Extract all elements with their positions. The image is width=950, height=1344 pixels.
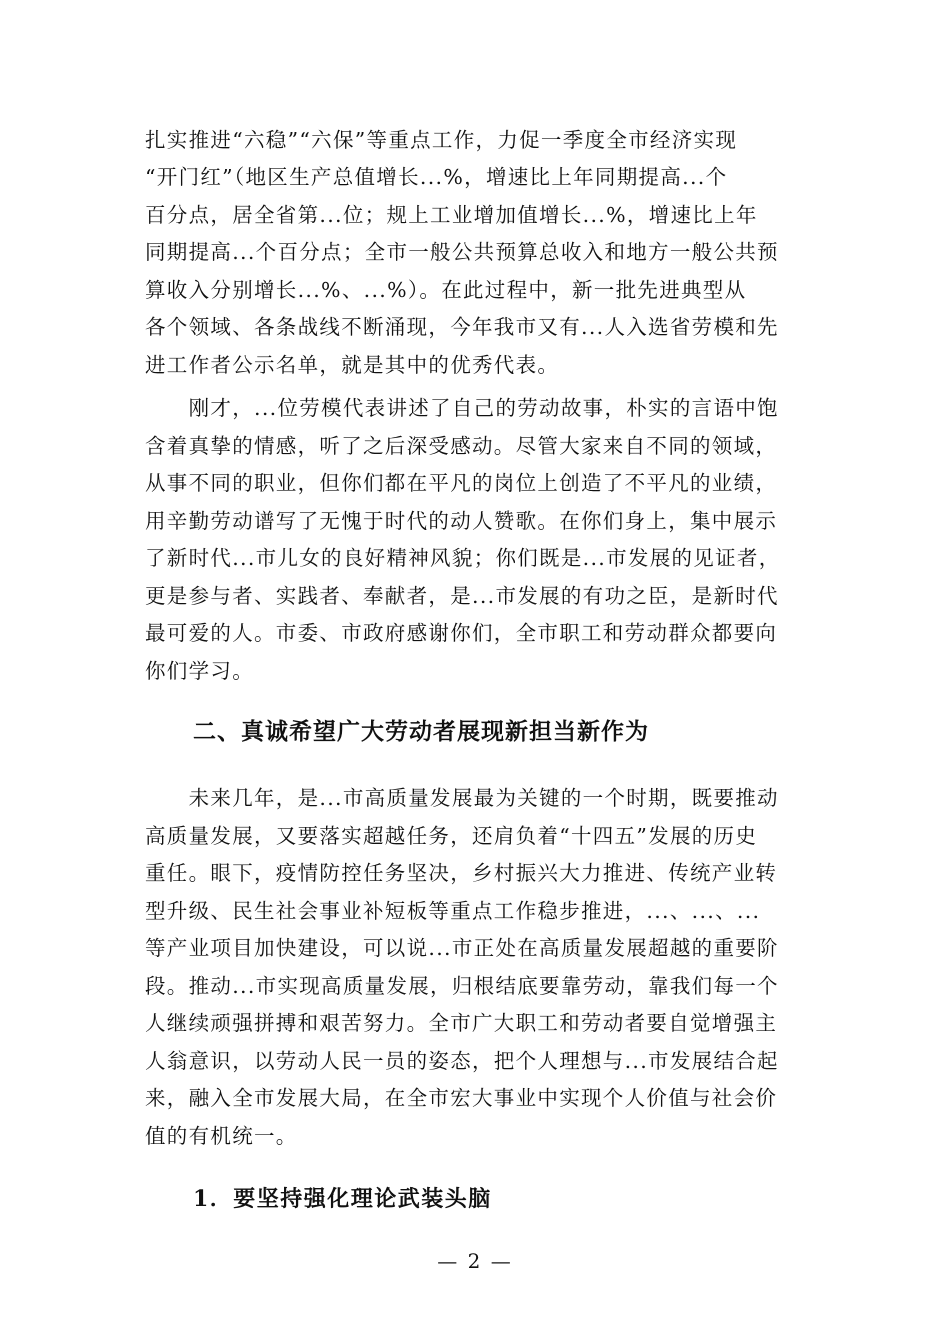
text-line: 更是参与者、实践者、奉献者，是...市发展的有功之臣，是新时代: [145, 584, 779, 608]
text-line: 最可爱的人。市委、市政府感谢你们，全市职工和劳动群众都要向: [145, 621, 778, 645]
text-line: 各个领域、各条战线不断涌现，今年我市又有...人入选省劳模和先: [145, 315, 779, 339]
text-line: “开门红”（地区生产总值增长...%，增速比上年同期提高...个: [145, 165, 728, 189]
text-line: 了新时代...市儿女的良好精神风貌；你们既是...市发展的见证者，: [145, 546, 781, 570]
text-line: 型升级、民生社会事业补短板等重点工作稳步推进，...、...、...: [145, 899, 761, 923]
text-line: 人翁意识，以劳动人民一员的姿态，把个人理想与...市发展结合起: [145, 1049, 779, 1073]
text-line: 算收入分别增长...%、...%）。在此过程中，新一批先进典型从: [145, 278, 747, 302]
text-line: 段。推动...市实现高质量发展，归根结底要靠劳动，靠我们每一个: [145, 974, 779, 998]
text-line: 高质量发展，又要落实超越任务，还肩负着“十四五”发展的历史: [145, 824, 758, 848]
text-line: 刚才，...位劳模代表讲述了自己的劳动故事，朴实的言语中饱: [145, 396, 779, 420]
text-line: 重任。眼下，疫情防控任务坚决，乡村振兴大力推进、传统产业转: [145, 861, 778, 885]
text-line: 从事不同的职业，但你们都在平凡的岗位上创造了不平凡的业绩，: [145, 471, 778, 495]
text-line: 含着真挚的情感，听了之后深受感动。尽管大家来自不同的领域，: [145, 434, 778, 458]
page-number: — 2 —: [437, 1249, 513, 1273]
text-line: 百分点，居全省第...位；规上工业增加值增长...%，增速比上年: [145, 203, 758, 227]
text-line: 扎实推进“六稳”“六保”等重点工作，力促一季度全市经济实现: [145, 128, 738, 152]
text-line: 值的有机统一。: [145, 1124, 298, 1148]
text-line: 来，融入全市发展大局，在全市宏大事业中实现个人价值与社会价: [145, 1086, 778, 1110]
text-line: 未来几年，是...市高质量发展最为关键的一个时期，既要推动: [145, 786, 779, 810]
text-line: 你们学习。: [145, 659, 254, 683]
text-line: 同期提高...个百分点；全市一般公共预算总收入和地方一般公共预: [145, 240, 779, 264]
section-heading: 二、真诚希望广大劳动者展现新担当新作为: [193, 719, 649, 745]
text-line: 等产业项目加快建设，可以说...市正处在高质量发展超越的重要阶: [145, 936, 779, 960]
text-line: 进工作者公示名单，就是其中的优秀代表。: [145, 353, 560, 377]
text-line: 用辛勤劳动谱写了无愧于时代的动人赞歌。在你们身上，集中展示: [145, 509, 778, 533]
subsection-heading: 1．要坚持强化理论武装头脑: [193, 1186, 492, 1212]
text-line: 人继续顽强拼搏和艰苦努力。全市广大职工和劳动者要自觉增强主: [145, 1011, 778, 1035]
